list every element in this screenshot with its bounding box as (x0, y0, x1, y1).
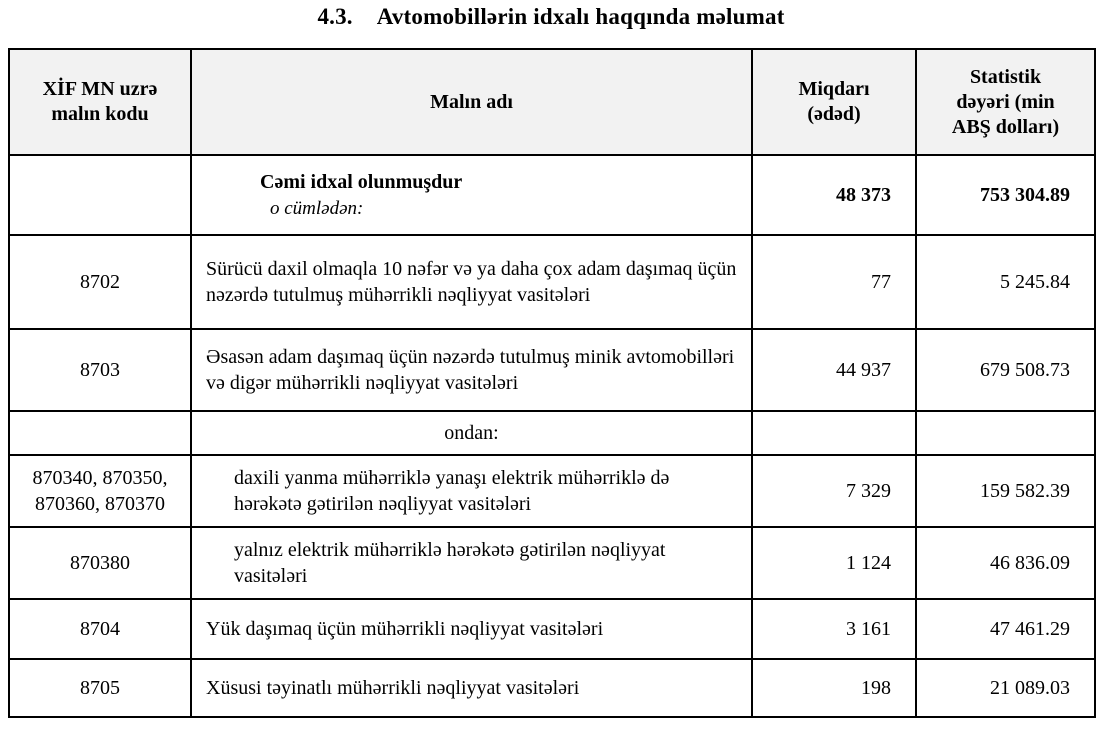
table-row-subheader (9, 411, 1095, 455)
qty-cell: 198 (752, 659, 916, 717)
value-cell: 753 304.89 (916, 155, 1095, 235)
qty-cell: 7 329 (752, 455, 916, 527)
code-cell: 8704 (9, 599, 191, 659)
table-row (9, 235, 1095, 329)
code-cell: 8705 (9, 659, 191, 717)
name-cell: yalnız elektrik mühərriklə hərəkətə gətirilən nəqliyyat vasitələri (191, 527, 752, 599)
name-cell: Xüsusi təyinatlı mühərrikli nəqliyyat vasitələri (191, 659, 752, 717)
car-imports-table (8, 48, 1096, 718)
qty-cell: 44 937 (752, 329, 916, 411)
qty-cell: 3 161 (752, 599, 916, 659)
name-cell: Sürücü daxil olmaqla 10 nəfər və ya daha çox adam daşımaq üçün nəzərdə tutulmuş mühərrikli nəqliyyat vasitələri (191, 235, 752, 329)
header-product-code: XİF MN uzrə malın kodu (9, 49, 191, 155)
section-title-text: Avtomobillərin idxalı haqqında məlumat (376, 4, 785, 29)
value-cell (916, 411, 1095, 455)
header-statistical-value: Statistik dəyəri (min ABŞ dolları) (916, 49, 1095, 155)
code-cell: 870380 (9, 527, 191, 599)
value-cell: 159 582.39 (916, 455, 1095, 527)
value-cell: 679 508.73 (916, 329, 1095, 411)
code-cell (9, 155, 191, 235)
table-row (9, 455, 1095, 527)
value-cell: 5 245.84 (916, 235, 1095, 329)
total-sublabel: o cümlədən: (270, 197, 364, 219)
table-header-row (9, 49, 1095, 155)
table-row (9, 659, 1095, 717)
qty-cell: 48 373 (752, 155, 916, 235)
total-label: Cəmi idxal olunmuşdur (260, 171, 463, 194)
qty-cell: 77 (752, 235, 916, 329)
code-cell: 870340, 870350, 870360, 870370 (9, 455, 191, 527)
value-cell: 21 089.03 (916, 659, 1095, 717)
value-cell: 47 461.29 (916, 599, 1095, 659)
value-cell: 46 836.09 (916, 527, 1095, 599)
subheader-label: ondan: (191, 411, 752, 455)
code-cell: 8703 (9, 329, 191, 411)
section-title (0, 4, 1102, 30)
qty-cell (752, 411, 916, 455)
header-product-name: Malın adı (191, 49, 752, 155)
code-cell (9, 411, 191, 455)
table-row (9, 599, 1095, 659)
table-row-total (9, 155, 1095, 235)
code-cell: 8702 (9, 235, 191, 329)
header-quantity: Miqdarı (ədəd) (752, 49, 916, 155)
qty-cell: 1 124 (752, 527, 916, 599)
name-cell: daxili yanma mühərriklə yanaşı elektrik mühərriklə də hərəkətə gətirilən nəqliyyat vasitələri (191, 455, 752, 527)
name-cell (191, 155, 752, 235)
table-row (9, 527, 1095, 599)
name-cell: Yük daşımaq üçün mühərrikli nəqliyyat vasitələri (191, 599, 752, 659)
name-cell: Əsasən adam daşımaq üçün nəzərdə tutulmuş minik avtomobilləri və digər mühərrikli nəqliyyat vasitələri (191, 329, 752, 411)
table-row (9, 329, 1095, 411)
section-number: 4.3. (317, 4, 353, 29)
